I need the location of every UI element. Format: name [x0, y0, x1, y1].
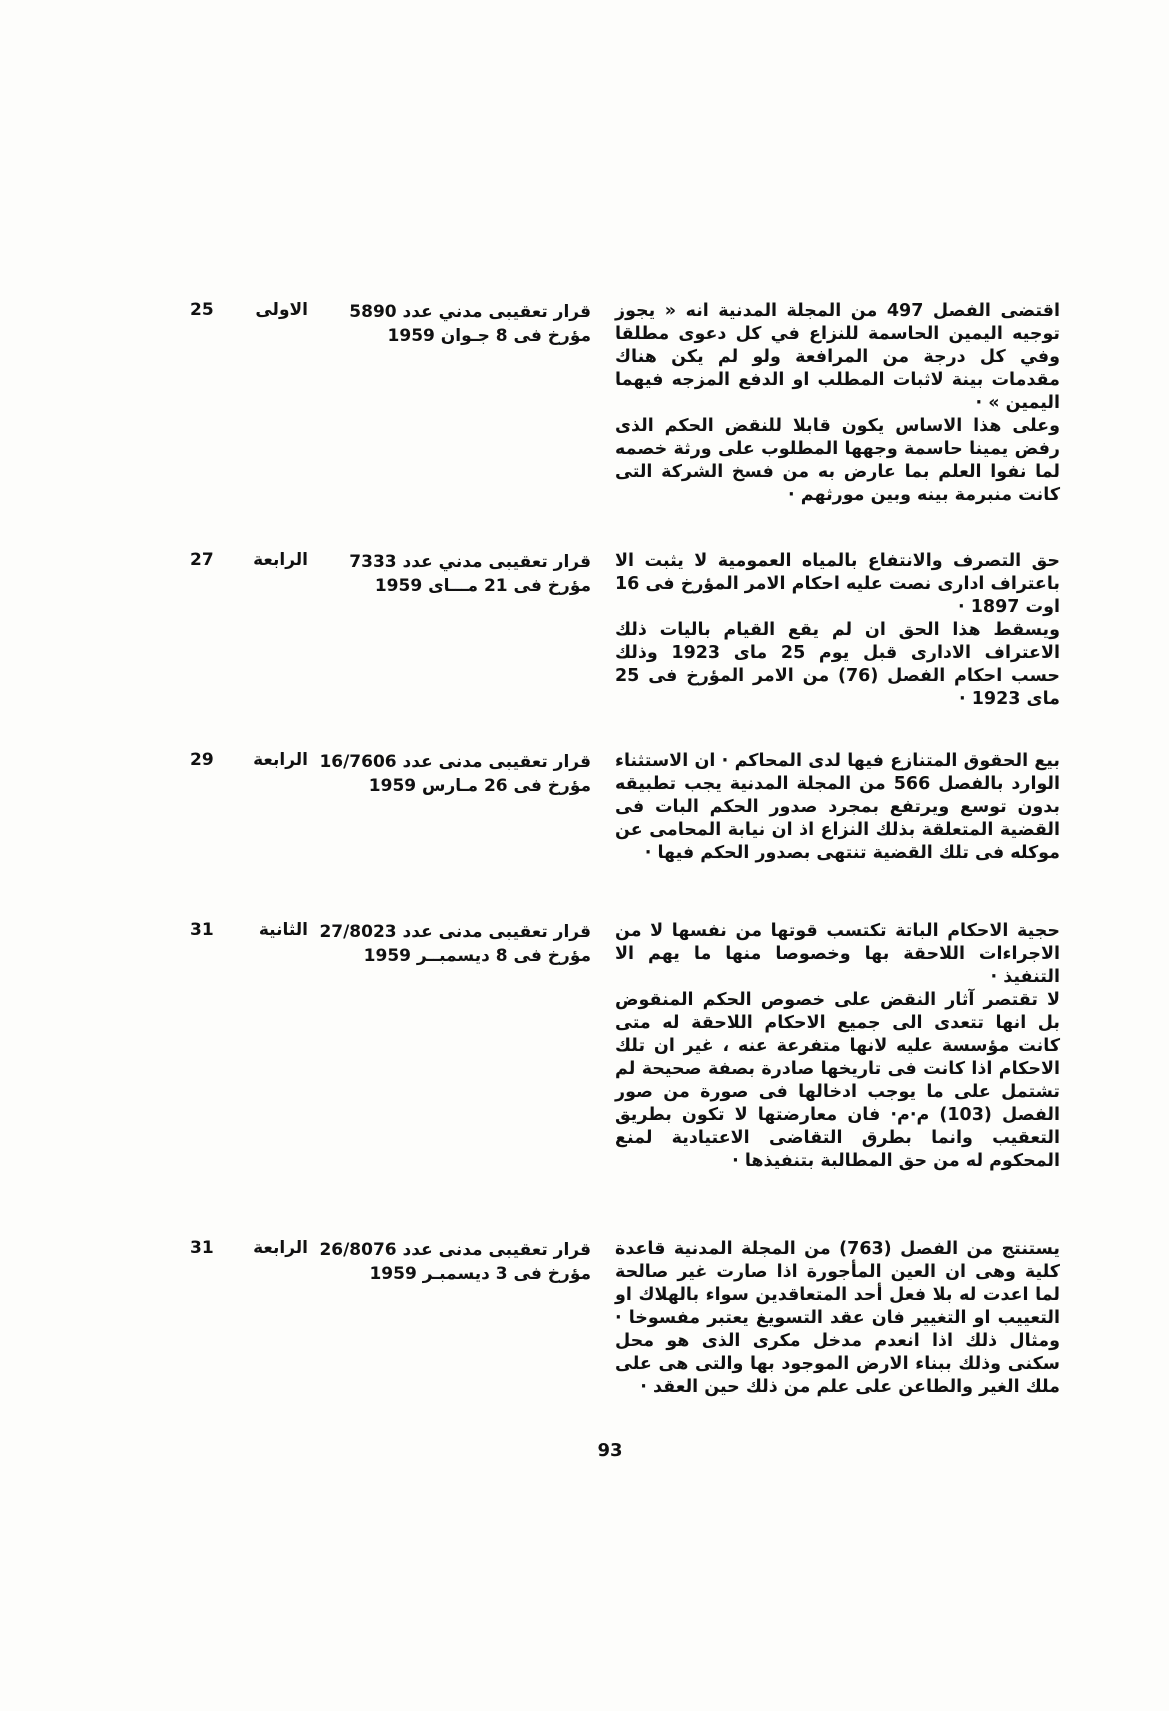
reference-page: 31 [190, 920, 214, 940]
decision-date: مؤرخ فى 26 مـارس 1959 [368, 776, 591, 796]
decision-number: قرار تعقيبى مدنى عدد 27/8023 [319, 922, 591, 942]
decision-number: قرار تعقيبى مدنى عدد 26/8076 [319, 1240, 591, 1260]
decision-reference [319, 750, 591, 798]
summary-paragraph: حجية الاحكام الباتة تكتسب قوتها من نفسها لا من الاجراءات اللاحقة بها وخصوصا منها ما يهم الا التنفيذ · [615, 921, 1060, 987]
entry-summary [615, 550, 1060, 711]
chamber-label: الرابعة [253, 1238, 308, 1258]
reference-page: 31 [190, 1238, 214, 1258]
reference-page: 27 [190, 550, 214, 570]
reference-page: 29 [190, 750, 214, 770]
decision-reference [326, 550, 591, 598]
chamber-label: الاولى [255, 300, 308, 320]
chamber-label: الثانية [258, 920, 308, 940]
summary-paragraph: يستنتج من الفصل (763) من المجلة المدنية قاعدة كلية وهى ان العين المأجورة اذا صارت غير صالحة لما اعدت له بلا فعل أحد المتعاقدين سواء بالهلاك او التعييب او التغيير فان عقد التسويغ يعتبر مفسوخا · ومثال ذلك اذا انعدم مدخل مكرى الذى هو محل سكنى وذلك ببناء الارض الموجود بها والتى هى على ملك الغير والطاعن على علم من ذلك حين العقد · [615, 1239, 1060, 1397]
summary-paragraph: حق التصرف والانتفاع بالمياه العمومية لا يثبت الا باعتراف ادارى نصت عليه احكام الامر المؤرخ فى 16 اوت 1897 · [615, 551, 1060, 617]
decision-reference [319, 1238, 591, 1286]
decision-number: قرار تعقيبى مدنى عدد 16/7606 [319, 752, 591, 772]
decision-date: مؤرخ فى 8 ديسمبــر 1959 [363, 946, 591, 966]
entry-summary [615, 1238, 1060, 1399]
decision-number: قرار تعقيبى مدني عدد 7333 [349, 552, 591, 572]
summary-paragraph: بيع الحقوق المتنازع فيها لدى المحاكم · ان الاستثناء الوارد بالفصل 566 من المجلة المدنية يجب تطبيقه بدون توسع ويرتفع بمجرد صدور الحكم البات فى القضية المتعلقة بذلك النزاع اذ ان نيابة المحامى عن موكله فى تلك القضية تنتهى بصدور الحكم فيها · [615, 751, 1060, 863]
entry-summary [615, 920, 1060, 1173]
chamber-label: الرابعة [253, 550, 308, 570]
decision-reference [319, 920, 591, 968]
page-number: 93 [597, 1440, 623, 1461]
summary-paragraph: ويسقط هذا الحق ان لم يقع القيام باليات ذلك الاعتراف الادارى قبل يوم 25 ماى 1923 وذلك حسب احكام الفصل (76) من الامر المؤرخ فى 25 ماى 1923 · [615, 620, 1060, 709]
decision-date: مؤرخ فى 8 جـوان 1959 [387, 326, 591, 346]
decision-date: مؤرخ فى 3 ديسمبـر 1959 [369, 1264, 591, 1284]
entry-summary [615, 750, 1060, 865]
entry-summary [615, 300, 1060, 507]
decision-number: قرار تعقيبى مدني عدد 5890 [349, 302, 591, 322]
summary-paragraph: لا تقتصر آثار النقض على خصوص الحكم المنقوض بل انها تتعدى الى جميع الاحكام اللاحقة له متى كانت مؤسسة عليه لانها متفرعة عنه ، غير ان تلك الاحكام اذا كانت فى تاريخها صادرة بصفة صحيحة لم تشتمل على ما يوجب ادخالها فى صورة من صور الفصل (103) م·م· فان معارضتها لا تكون بطريق التعقيب وانما بطرق التقاضى الاعتيادية لمنع المحكوم له من حق المطالبة بتنفيذها · [615, 990, 1060, 1171]
decision-reference [326, 300, 591, 348]
chamber-label: الرابعة [253, 750, 308, 770]
summary-paragraph: اقتضى الفصل 497 من المجلة المدنية انه « يجوز توجيه اليمين الحاسمة للنزاع في كل دعوى مطلقا وفي كل درجة من المرافعة ولو لم يكن هناك مقدمات بينة لاثبات المطلب او الدفع المزجه فيهما اليمين » · [615, 301, 1060, 413]
decision-date: مؤرخ فى 21 مـــاى 1959 [374, 576, 591, 596]
reference-page: 25 [190, 300, 214, 320]
summary-paragraph: وعلى هذا الاساس يكون قابلا للنقض الحكم الذى رفض يمينا حاسمة وجهها المطلوب على ورثة خصمه لما نفوا العلم بما عارض به من فسخ الشركة التى كانت منبرمة بينه وبين مورثهم · [615, 416, 1060, 505]
